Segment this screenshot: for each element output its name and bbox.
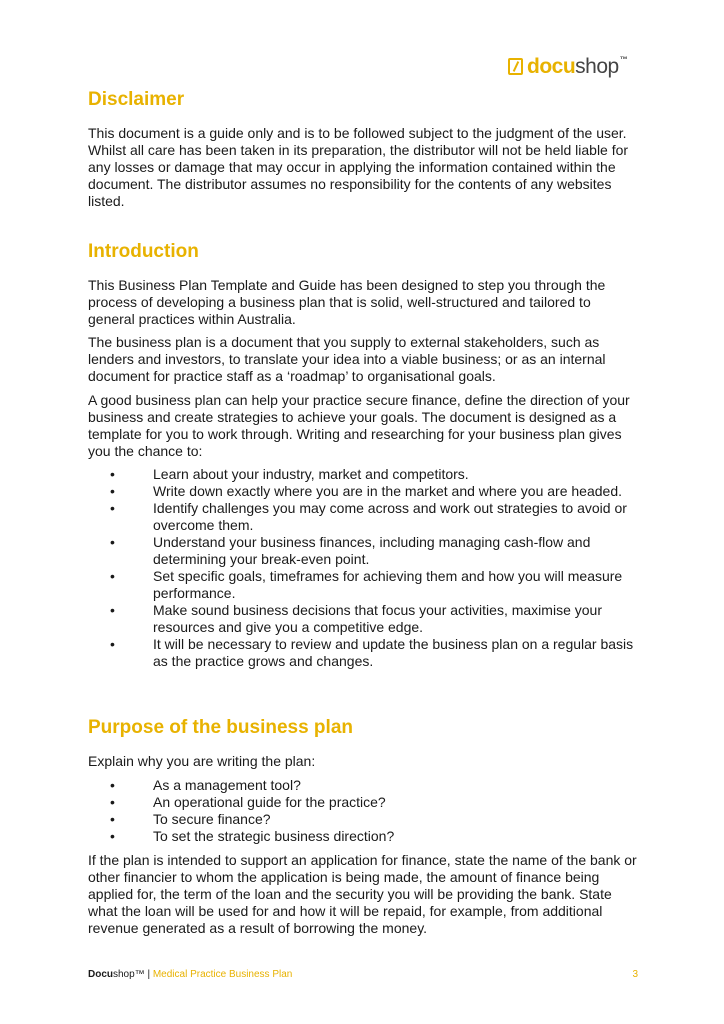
intro-bullet-list <box>88 466 638 670</box>
footer-doc-title: Medical Practice Business Plan <box>152 969 293 980</box>
list-item: • Learn about your industry, market and competitors. <box>88 466 638 483</box>
introduction-heading: Introduction <box>88 241 199 262</box>
list-item: • Set specific goals, timeframes for achieving them and how you will measure performance. <box>88 568 638 602</box>
intro-paragraph-1: This Business Plan Template and Guide has been designed to step you through the process of developing a business plan that is solid, well-structured and tailored to general practices within Australia. <box>88 277 606 327</box>
intro-paragraph-3: A good business plan can help your practice secure finance, define the direction of your business and create strategies to achieve your goals. The document is designed as a template for you to work through. Writing and researching for your business plan gives you the chance to: <box>88 392 630 459</box>
list-item: • As a management tool? <box>88 777 638 794</box>
page-footer <box>88 969 638 981</box>
list-item: • It will be necessary to review and update the business plan on a regular basis as the practice grows and changes. <box>88 636 638 670</box>
docushop-logo <box>508 54 627 78</box>
purpose-closing: If the plan is intended to support an application for finance, state the name of the bank or other financier to whom the application is being made, the amount of finance being applied for, the term of the loan and the security you will be providing the bank. State what the loan will be used for and how it will be repaid, for example, from additional revenue generated as a result of borrowing the money. <box>88 852 637 936</box>
footer-left: Docushop™ | Medical Practice Business Plan <box>88 969 293 980</box>
disclaimer-heading: Disclaimer <box>88 89 185 110</box>
purpose-heading: Purpose of the business plan <box>88 717 353 738</box>
logo-wordmark: docushop™ <box>527 54 628 78</box>
pencil-document-icon <box>508 58 523 75</box>
list-item: • Make sound business decisions that focus your activities, maximise your resources and give you a competitive edge. <box>88 602 638 636</box>
purpose-lead: Explain why you are writing the plan: <box>88 753 316 769</box>
list-item: • An operational guide for the practice? <box>88 794 638 811</box>
disclaimer-text: This document is a guide only and is to be followed subject to the judgment of the user. Whilst all care has been taken in its preparation, the distributor will not be held liable for any losses or damage that may occur in applying the information contained within the document. The distributor assumes no responsibility for the contents of any websites listed. <box>88 125 629 209</box>
list-item: • Identify challenges you may come across and work out strategies to avoid or overcome them. <box>88 500 638 534</box>
list-item: • To secure finance? <box>88 811 638 828</box>
list-item: • Understand your business finances, including managing cash-flow and determining your break-even point. <box>88 534 638 568</box>
list-item: • To set the strategic business direction? <box>88 828 638 845</box>
footer-brand: Docushop™ <box>88 969 145 980</box>
purpose-bullet-list <box>88 777 638 845</box>
page-number: 3 <box>632 969 638 980</box>
list-item: • Write down exactly where you are in the market and where you are headed. <box>88 483 638 500</box>
intro-paragraph-2: The business plan is a document that you supply to external stakeholders, such as lenders and investors, to translate your idea into a viable business; or as an internal document for practice staff as a ‘roadmap’ to organisational goals. <box>88 334 606 384</box>
